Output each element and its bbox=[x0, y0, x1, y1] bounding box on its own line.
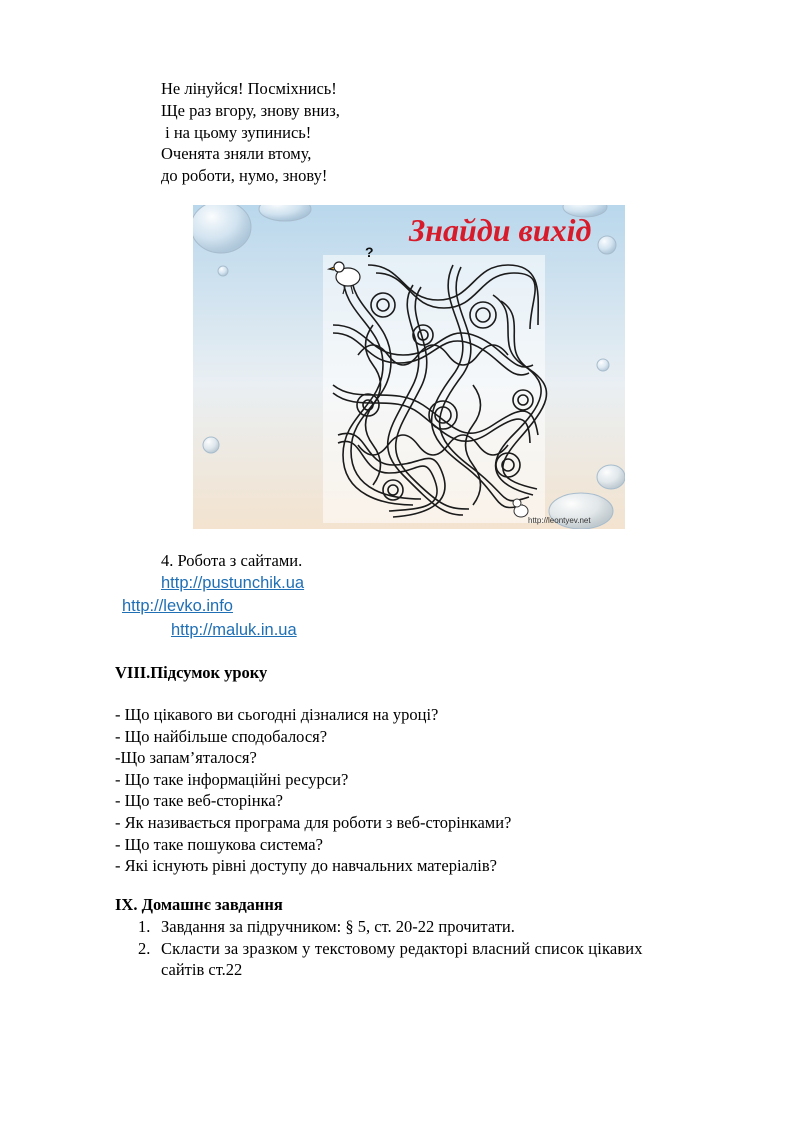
list-item: - Які існують рівні доступу до навчальних матеріалів? bbox=[115, 856, 497, 875]
link-pustunchik[interactable]: http://pustunchik.ua bbox=[161, 574, 305, 592]
list-item: -Що запам’яталося? bbox=[115, 748, 257, 767]
poem-line: Оченята зняли втому, bbox=[161, 144, 312, 163]
list-item-number: 1. bbox=[138, 917, 151, 936]
list-item-continuation: сайтів ст.22 bbox=[161, 960, 243, 979]
section-4-heading: 4. Робота з сайтами. bbox=[161, 551, 303, 570]
image-watermark: http://leontyev.net bbox=[528, 516, 591, 525]
poem-line: і на цьому зупинись! bbox=[161, 123, 312, 142]
maze-picture bbox=[193, 205, 625, 529]
section-9-heading: IX. Домашнє завдання bbox=[115, 895, 283, 914]
image-title: Знайди вихід bbox=[409, 212, 592, 248]
list-item: - Що найбільше сподобалося? bbox=[115, 727, 328, 746]
poem-line: до роботи, нумо, знову! bbox=[161, 166, 328, 185]
link-levko[interactable]: http://levko.info bbox=[122, 597, 233, 615]
list-item: Скласти за зразком у текстовому редакторі власний список цікавих bbox=[161, 939, 643, 958]
section-8-heading: VIII.Підсумок уроку bbox=[115, 663, 268, 682]
list-item: - Що таке пошукова система? bbox=[115, 835, 323, 854]
list-item: - Що цікавого ви сьогодні дізналися на уроці? bbox=[115, 705, 439, 724]
list-item: - Як називається програма для роботи з веб-сторінками? bbox=[115, 813, 512, 832]
poem-line: Ще раз вгору, знову вниз, bbox=[161, 101, 340, 120]
maze-illustration bbox=[193, 205, 625, 529]
question-mark: ? bbox=[365, 244, 374, 260]
list-item: - Що таке інформаційні ресурси? bbox=[115, 770, 349, 789]
list-item-number: 2. bbox=[138, 939, 151, 958]
link-maluk[interactable]: http://maluk.in.ua bbox=[171, 621, 297, 639]
list-item: Завдання за підручником: § 5, ст. 20-22 прочитати. bbox=[161, 917, 515, 936]
poem-line: Не лінуйся! Посміхнись! bbox=[161, 79, 337, 98]
list-item: - Що таке веб-сторінка? bbox=[115, 791, 283, 810]
